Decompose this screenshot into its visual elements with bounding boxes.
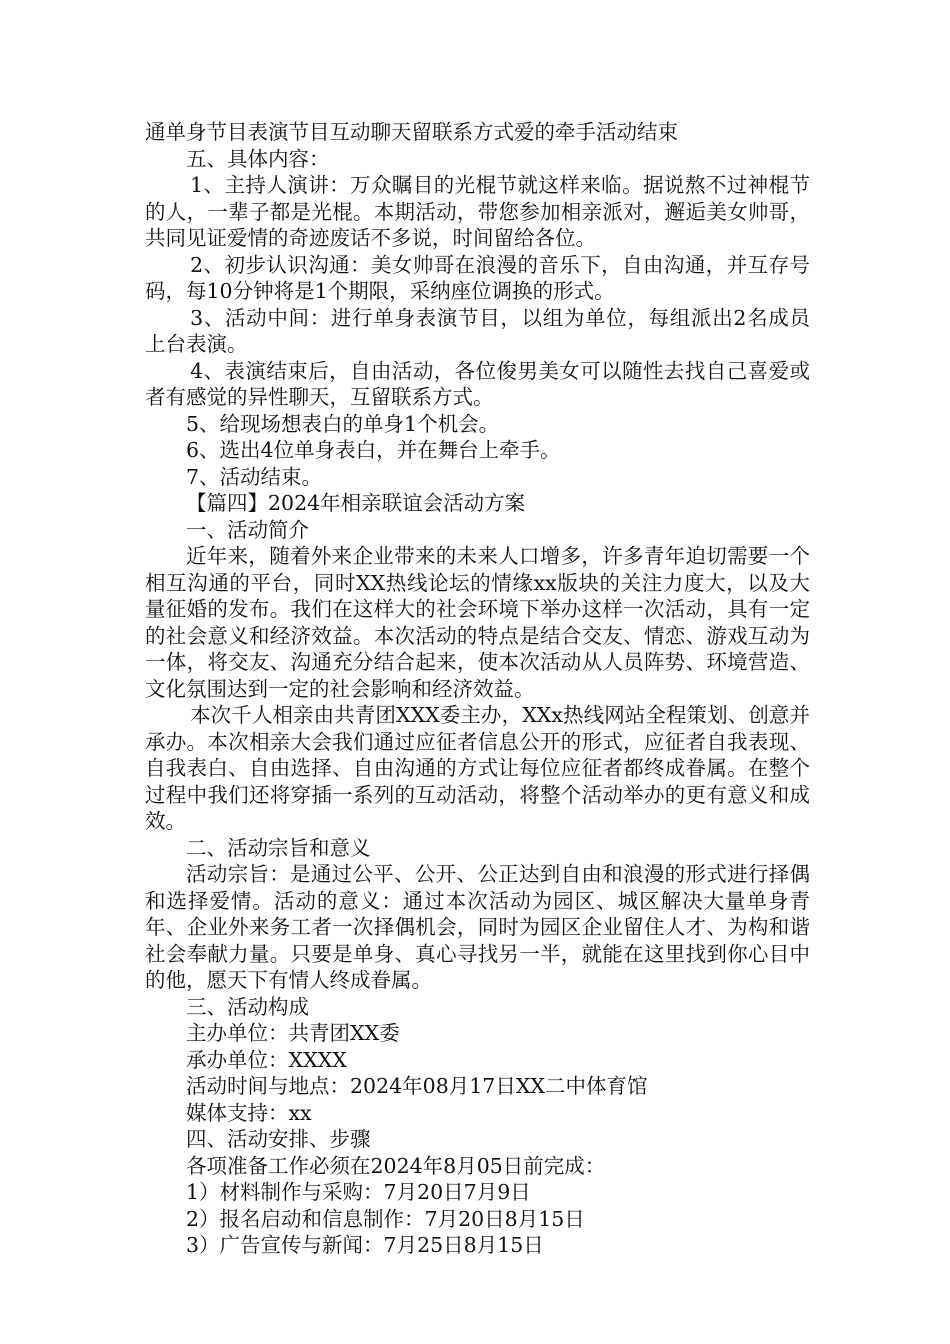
schedule-item-3: 3）广告宣传与新闻：7月25日8月15日 (186, 1233, 544, 1257)
list-item-6: 6、选出4位单身表白，并在舞台上牵手。 (186, 438, 561, 462)
section-heading-5: 五、具体内容： (186, 146, 330, 171)
list-item-4: 4、表演结束后，自由活动，各位俊男美女可以随性去找自己喜爱或者有感觉的异性聊天，互留联系方式。 (145, 358, 810, 409)
prep-deadline: 各项准备工作必须在2024年8月05日前完成： (186, 1153, 606, 1178)
schedule-item-1: 1）材料制作与采购：7月20日7月9日 (186, 1180, 531, 1204)
section-heading-2: 二、活动宗旨和意义 (186, 835, 371, 860)
list-item-5: 5、给现场想表白的单身1个机会。 (186, 411, 500, 436)
list-item-1: 1、主持人演讲：万众瞩目的光棍节就这样来临。据说熬不过神棍节的人，一辈子都是光棍。本期活动，带您参加相亲派对，邂逅美女帅哥，共同见证爱情的奇迹废话不多说，时间留给各位。 (145, 173, 810, 250)
document-page (145, 119, 810, 1259)
schedule-item-2: 2）报名启动和信息制作：7月20日8月15日 (186, 1206, 585, 1231)
paragraph-intro: 近年来，随着外来企业带来的未来人口增多，许多青年迫切需要一个相互沟通的平台，同时XX热线论坛的情缘xx版块的关注力度大，以及大量征婚的发布。我们在这样大的社会环境下举办这样一次活动，具有一定的社会意义和经济效益。本次活动的特点是结合交友、情恋、游戏互动为一体，将交友、沟通充分结合起来，使本次活动从人员阵势、环境营造、文化氛围达到一定的社会影响和经济效益。 (145, 544, 810, 701)
paragraph-organizer: 本次千人相亲由共青团XXX委主办，XXx热线网站全程策划、创意并承办。本次相亲大会我们通过应征者信息公开的形式，应征者自我表现、自我表白、自由选择、自由沟通的方式让每位应征者都终成眷属。在整个过程中我们还将穿插一系列的互动活动，将整个活动举办的更有意义和成效。 (145, 703, 810, 833)
event-time-place: 活动时间与地点：2024年08月17日XX二中体育馆 (186, 1074, 648, 1098)
media-support: 媒体支持：xx (186, 1100, 312, 1125)
paragraph-purpose: 活动宗旨：是通过公平、公开、公正达到自由和浪漫的形式进行择偶和选择爱情。活动的意义：通过本次活动为园区、城区解决大量单身青年、企业外来务工者一次择偶机会，同时为园区企业留住人才、为构和谐社会奉献力量。只要是单身、真心寻找另一半，就能在这里找到你心目中的他，愿天下有情人终成眷属。 (145, 862, 810, 992)
section-heading-1: 一、活动简介 (186, 517, 309, 542)
section-heading-3: 三、活动构成 (186, 994, 309, 1019)
organizer-unit: 承办单位：XXXX (186, 1047, 347, 1072)
chapter-title: 【篇四】2024年相亲联谊会活动方案 (186, 491, 526, 515)
section-heading-4: 四、活动安排、步骤 (186, 1127, 371, 1151)
list-item-3: 3、活动中间：进行单身表演节目，以组为单位，每组派出2名成员上台表演。 (145, 305, 810, 356)
host-unit: 主办单位：共青团XX委 (186, 1021, 400, 1045)
list-item-2: 2、初步认识沟通：美女帅哥在浪漫的音乐下，自由沟通，并互存号码，每10分钟将是1个期限，采纳座位调换的形式。 (145, 252, 810, 303)
list-item-7: 7、活动结束。 (186, 464, 323, 489)
paragraph-0: 通单身节目表演节目互动聊天留联系方式爱的牵手活动结束 (145, 120, 678, 144)
